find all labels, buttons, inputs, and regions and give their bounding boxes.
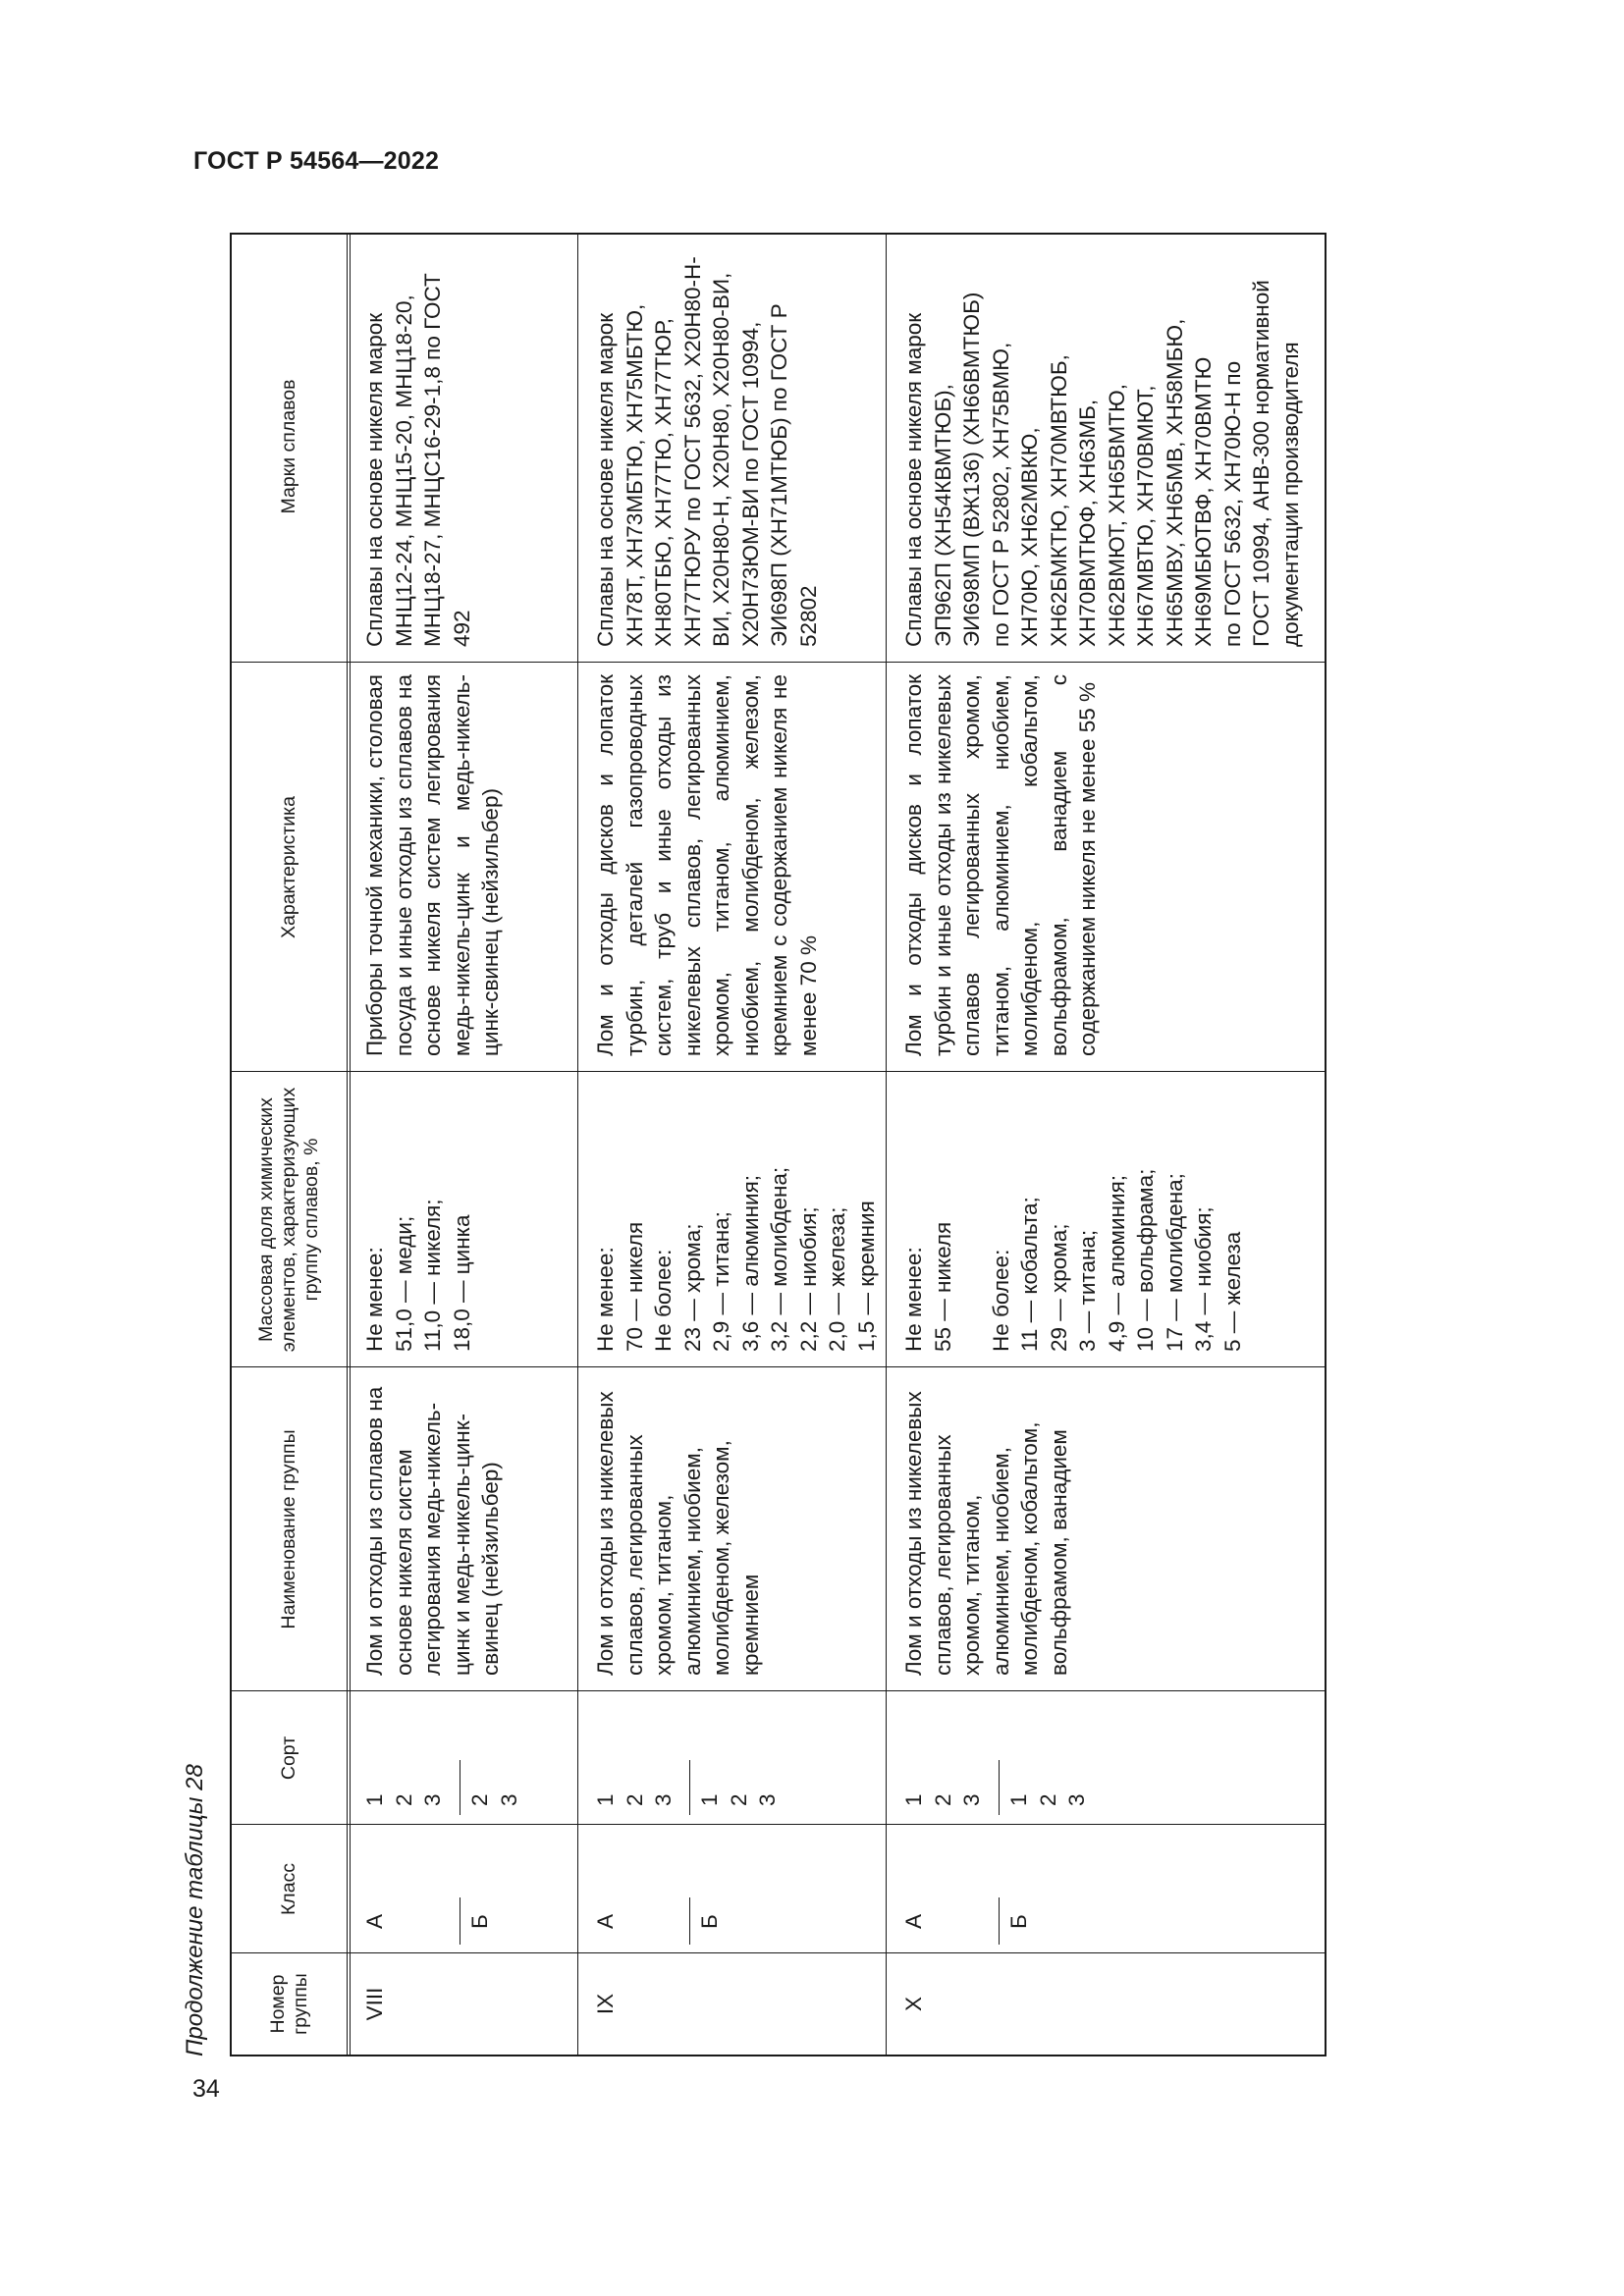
row-8-sorts-a: 1 2 3 (362, 1793, 445, 1806)
header-alloy-grades: Марки сплавов (278, 379, 299, 514)
row-9-characteristic: Лом и отходы дисков и лопаток турбин, деталей газопроводных систем, труб и иные отходы из никелевых сплавов, легированных хромом, титаном, алюминием, ниобием, молибденом, железом, кремнием с содержанием никеля не менее 70 % (593, 674, 821, 1056)
row-10-class-separator (999, 1897, 1000, 1945)
row-8-group-name: Лом и отходы из сплавов на основе никеля систем легирования медь-никель-цинк и медь-никель-цинк-свинец (нейзильбер) (362, 1386, 503, 1676)
row-8-sorts-b: 2 3 (467, 1793, 521, 1806)
row-10-group-number: X (901, 1997, 926, 2012)
table-caption: Продолжение таблицы 28 (182, 1764, 208, 2056)
rotated-table-block (182, 233, 1303, 2056)
header-sort: Сорт (278, 1735, 299, 1781)
row-9-mass-fraction: Не менее: 70 — никеля Не более: 23 — хрома; 2,9 — титана; 3,6 — алюминия; 3,2 — молибдена; 2,2 — ниобия; 2,0 — железа; 1,5 — кремния (593, 1166, 879, 1352)
row-10-mass-fraction: Не менее: 55 — никеля Не более: 11 — кобальта; 29 — хрома; 3 — титана; 4,9 — алюминия; 10 — вольфрама; 17 — молибдена; 3,4 — ниобия; 5 — железа (901, 1168, 1245, 1352)
header-mass-fraction: Массовая доля химических элементов, характеризующих группу сплавов, % (255, 1087, 322, 1353)
row-9-class-b: Б (697, 1914, 722, 1929)
row-10-sorts-b: 1 2 3 (1006, 1793, 1089, 1806)
row-9-sort-separator (689, 1760, 690, 1815)
row-8-group-number: VIII (362, 1987, 387, 2021)
row-9-sorts-b: 1 2 3 (697, 1793, 780, 1806)
header-characteristic: Характеристика (278, 796, 299, 938)
header-class: Класс (278, 1862, 299, 1916)
table (230, 233, 1326, 2056)
row-9-group-name: Лом и отходы из никелевых сплавов, легированных хромом, титаном, алюминием, ниобием, молибденом, железом, кремнием (593, 1391, 763, 1676)
row-8-characteristic: Приборы точной механики, столовая посуда и иные отходы из сплавов на основе никеля систем легирования медь-никель-цинк и медь-никель-цинк-свинец (нейзильбер) (362, 674, 503, 1056)
header-group-name: Наименование группы (278, 1429, 299, 1629)
row-10-characteristic: Лом и отходы дисков и лопаток турбин и иные отходы из никелевых сплавов легированных хромом, титаном, алюминием, ниобием, молибденом, кобальтом, вольфрамом, ванадием с содержанием никеля не менее 55 % (901, 674, 1100, 1056)
column-divider (232, 1824, 1325, 1825)
document-title: ГОСТ Р 54564—2022 (193, 147, 440, 175)
row-9-class-a: А (593, 1913, 618, 1929)
row-9-group-number: IX (593, 1993, 618, 2015)
row-10-alloy-grades: Сплавы на основе никеля марок ЭП962П (ХН54КВМТЮБ), ЭИ698МП (ВЖ136) (ХН66ВМТЮБ) по ГОСТ Р 52802, ХН75ВМЮ, ХН70Ю, ХН62МВКЮ, ХН62БМКТЮ, ХН70МВТЮБ, ХН70ВМТЮФ, ХН63МБ, ХН62ВМЮТ, ХН65ВМТЮ, ХН67МВТЮ, ХН70ВМЮТ, ХН65МВУ, ХН65МВ, ХН58МБЮ, ХН69МБЮТВФ, ХН70ВМТЮ по ГОСТ 5632, ХН70Ю-Н по ГОСТ 10994, АНВ-300 нормативной документации производителя (901, 280, 1303, 647)
row-8-alloy-grades: Сплавы на основе никеля марок МНЦ12-24, МНЦ15-20, МНЦ18-20, МНЦ18-27, МНЦС16-29-1,8 по ГОСТ 492 (362, 273, 474, 647)
row-10-sort-separator (999, 1760, 1000, 1815)
page-number: 34 (192, 2075, 220, 2103)
header-group-number: Номер группы (266, 1973, 311, 2035)
row-10-class-a: А (901, 1913, 926, 1929)
row-10-group-name: Лом и отходы из никелевых сплавов, легированных хромом, титаном, алюминием, ниобием, молибденом, кобальтом, вольфрамом, ванадием (901, 1391, 1071, 1676)
row-9-sorts-a: 1 2 3 (593, 1793, 676, 1806)
row-9-alloy-grades: Сплавы на основе никеля марок ХН78Т, ХН73МБТЮ, ХН75МБТЮ, ХН80ТБЮ, ХН77ТЮ, ХН77ТЮР, ХН77ТЮРУ по ГОСТ 5632, Х20Н80-Н-ВИ, Х20Н80-Н, Х20Н80, Х20Н80-ВИ, Х20Н73ЮМ-ВИ по ГОСТ 10994, ЭИ698П (ХН71МТЮБ) по ГОСТ Р 52802 (593, 256, 821, 647)
row-8-mass-fraction: Не менее: 51,0 — меди; 11,0 — никеля; 18,0 — цинка (362, 1199, 474, 1352)
row-10-sorts-a: 1 2 3 (901, 1793, 984, 1806)
row-8-class-b: Б (467, 1914, 492, 1929)
row-10-class-b: Б (1006, 1914, 1031, 1929)
row-8-class-a: А (362, 1913, 387, 1929)
row-9-class-separator (689, 1897, 690, 1945)
column-divider (232, 1952, 1325, 1953)
